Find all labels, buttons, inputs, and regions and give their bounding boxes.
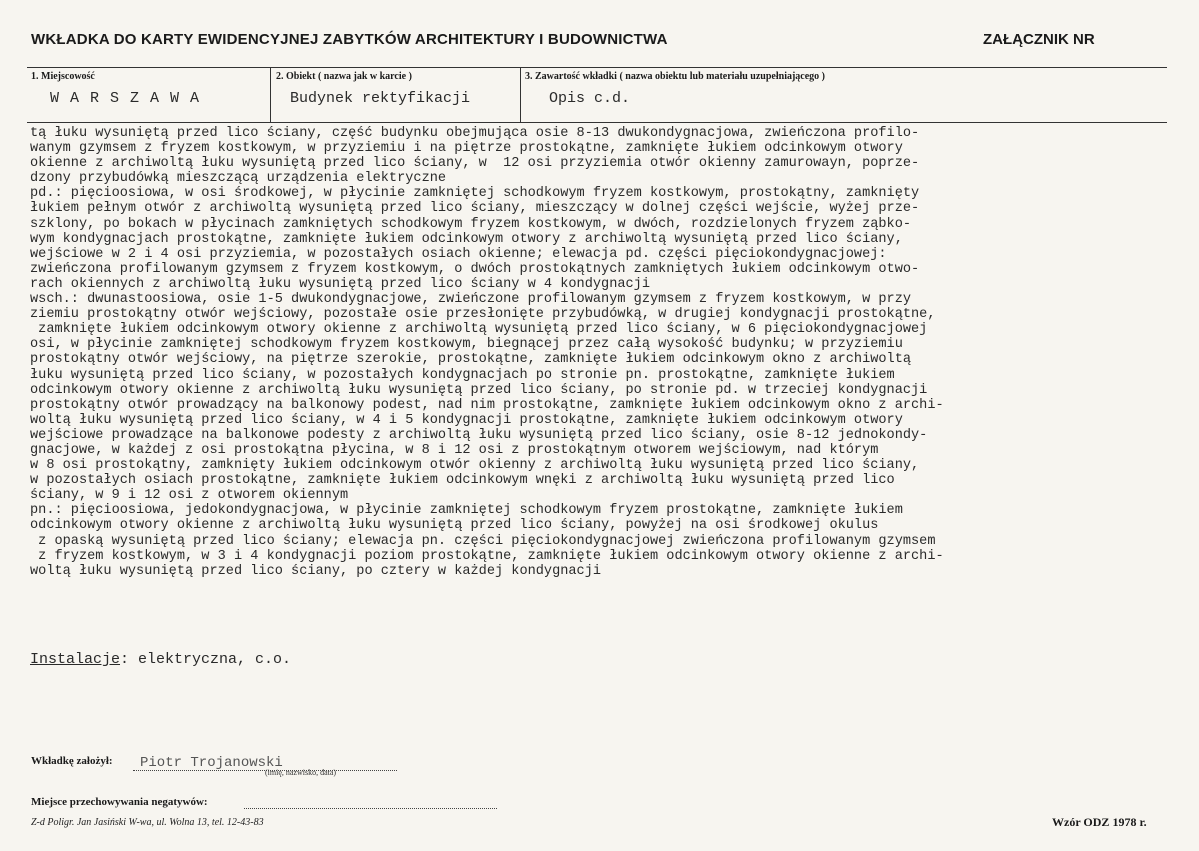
description-line: wejściowe prowadzące na balkonowe podesty z archiwoltą łuku wysuniętą przed lico ściany, osie 8-12 jednokondy- <box>30 427 928 443</box>
description-line: prostokątny otwór wejściowy, na piętrze szerokie, prostokątne, zamknięte łukiem odcinkowym okno z archiwoltą <box>30 352 912 368</box>
description-line: okienne z archiwoltą łuku wysuniętą przed lico ściany, w 12 osi przyziemia otwór okienny zamurowayn, poprze- <box>30 156 920 172</box>
table-bottom-rule <box>27 122 1167 123</box>
description-line: wanym gzymsem z fryzem kostkowym, w przyziemiu i na piętrze prostokątne, zamknięte łukiem odcinkowym otwory <box>30 141 903 157</box>
description-line: ziemiu prostokątny otwór wejściowy, pozostałe osie przesłonięte przybudówką, w drugiej kondygnacji prostokątne, <box>30 307 936 323</box>
installations-line <box>30 651 291 668</box>
printer-imprint: Z-d Poligr. Jan Jasiński W-wa, ul. Wolna 13, tel. 12-43-83 <box>31 817 264 828</box>
description-line: woltą łuku wysuniętą przed lico ściany, po cztery w każdej kondygnacji <box>30 563 602 579</box>
author-hint: (imię, nazwisko, data) <box>265 768 337 777</box>
description-line: prostokątny otwór prowadzący na balkonowy podest, nad nim prostokątne, zamknięte łukiem odcinkowym okno z archi- <box>30 397 944 413</box>
description-line: w pozostałych osiach prostokątne, zamknięte łukiem odcinkowym wnęki z archiwoltą łuku wysuniętą przed lico <box>30 473 895 489</box>
description-line: z opaską wysuniętą przed lico ściany; elewacja pn. części pięciokondygnacjowej zwieńczona profilowanym gzymsem <box>30 533 936 549</box>
description-line: w 8 osi prostokątny, zamknięty łukiem odcinkowym otwór okienny z archiwoltą łuku wysuniętą przed lico ściany, <box>30 458 920 474</box>
description-line: łuku wysuniętą przed lico ściany, w pozostałych kondygnacjach po stronie pn. prostokątne, zamknięte łukiem <box>30 367 895 383</box>
description-line: gnacjowe, w każdej z osi prostokątna płycina, w 8 i 12 osi z prostokątnym otworem wejściowym, nad którym <box>30 442 879 458</box>
description-line: z fryzem kostkowym, w 3 i 4 kondygnacji poziom prostokątne, zamknięte łukiem odcinkowym otwory okienne z archi- <box>30 548 944 564</box>
description-line: wsch.: dwunastoosiowa, osie 1-5 dwukondygnacjowe, zwieńczone profilowanym gzymsem z fryzem kostkowym, w przy <box>30 292 912 308</box>
description-line: pn.: pięcioosiowa, jedokondygnacjowa, w płycinie zamkniętej schodkowym fryzem prostokątne, zamknięte łukiem <box>30 503 903 519</box>
description-line: rach okiennych z archiwoltą łuku wysuniętą przed lico ściany w 4 kondygnacji <box>30 276 650 292</box>
locality-value: WARSZAWA <box>50 90 211 107</box>
document-title: WKŁADKA DO KARTY EWIDENCYJNEJ ZABYTKÓW ARCHITEKTURY I BUDOWNICTWA <box>31 31 668 48</box>
description-line: zwieńczona profilowanym gzymsem z fryzem kostkowym, o dwóch prostokątnych zamkniętych łukiem odcinkowym otwo- <box>30 261 920 277</box>
description-line: szklony, po bokach w płycinach zamkniętych schodkowym fryzem kostkowym, w dwóch, rozdzielonych fryzem ząbko- <box>30 216 912 232</box>
insert-content-label: 3. Zawartość wkładki ( nazwa obiektu lub materiału uzupełniającego ) <box>525 71 826 82</box>
description-line: odcinkowym otwory okienne z archiwoltą łuku wysuniętą przed lico ściany, powyżej na osi środkowej okulus <box>30 518 879 534</box>
object-label: 2. Obiekt ( nazwa jak w karcie ) <box>276 71 412 82</box>
description-line: dzony przybudówką mieszczącą urządzenia elektryczne <box>30 171 447 187</box>
description-line: odcinkowym otwory okienne z archiwoltą łuku wysuniętą przed lico ściany, po stronie pd. w trzeciej kondygnacji <box>30 382 928 398</box>
description-line: łukiem pełnym otwór z archiwoltą wysuniętą przed lico ściany, mieszczący w dolnej części wejście, wyżej prze- <box>30 201 920 217</box>
column-divider-2 <box>520 68 521 122</box>
negatives-location-label: Miejsce przechowywania negatywów: <box>31 796 208 808</box>
description-line: woltą łuku wysuniętą przed lico ściany, w 4 i 5 kondygnacji prostokątne, zamknięte łukiem odcinkowym otwory <box>30 412 903 428</box>
description-line: osi, w płycinie zamkniętej schodkowym fryzem kostkowym, biegnącej przez całą wysokość budynku; w przyziemiu <box>30 337 903 353</box>
object-value: Budynek rektyfikacji <box>290 90 471 107</box>
insert-content-value: Opis c.d. <box>549 90 631 107</box>
author-signature: Piotr Trojanowski <box>140 755 283 771</box>
description-text <box>30 126 1170 579</box>
form-template-label: Wzór ODZ 1978 r. <box>1052 815 1147 829</box>
description-line: wejściowe w 2 i 4 osi przyziemia, w pozostałych osiach okienne; elewacja pd. części pięciokondygnacjowej: <box>30 246 887 262</box>
attachment-number-label: ZAŁĄCZNIK NR <box>983 31 1095 48</box>
locality-label: 1. Miejscowość <box>31 71 95 82</box>
description-line: zamknięte łukiem odcinkowym otwory okienne z archiwoltą wysuniętą przed lico ściany, w 6 pięciokondygnacjowej <box>30 322 928 338</box>
column-divider-1 <box>270 68 271 122</box>
description-line: ściany, w 9 i 12 osi z otworem okiennym <box>30 488 349 504</box>
description-line: wym kondygnacjach prostokątne, zamknięte łukiem odcinkowym otwory z archiwoltą wysuniętą przed lico ściany, <box>30 231 903 247</box>
negatives-dotted-line <box>244 808 497 809</box>
installations-label: Instalacje <box>30 651 121 668</box>
author-label: Wkładkę założył: <box>31 755 113 767</box>
table-top-rule <box>27 67 1167 68</box>
installations-value: : elektryczna, c.o. <box>120 651 292 668</box>
description-line: pd.: pięcioosiowa, w osi środkowej, w płycinie zamkniętej schodkowym fryzem kostkowym, prostokątny, zamknięty <box>30 186 920 202</box>
description-line: tą łuku wysuniętą przed lico ściany, część budynku obejmująca osie 8-13 dwukondygnacjowa, zwieńczona profilo- <box>30 126 920 141</box>
